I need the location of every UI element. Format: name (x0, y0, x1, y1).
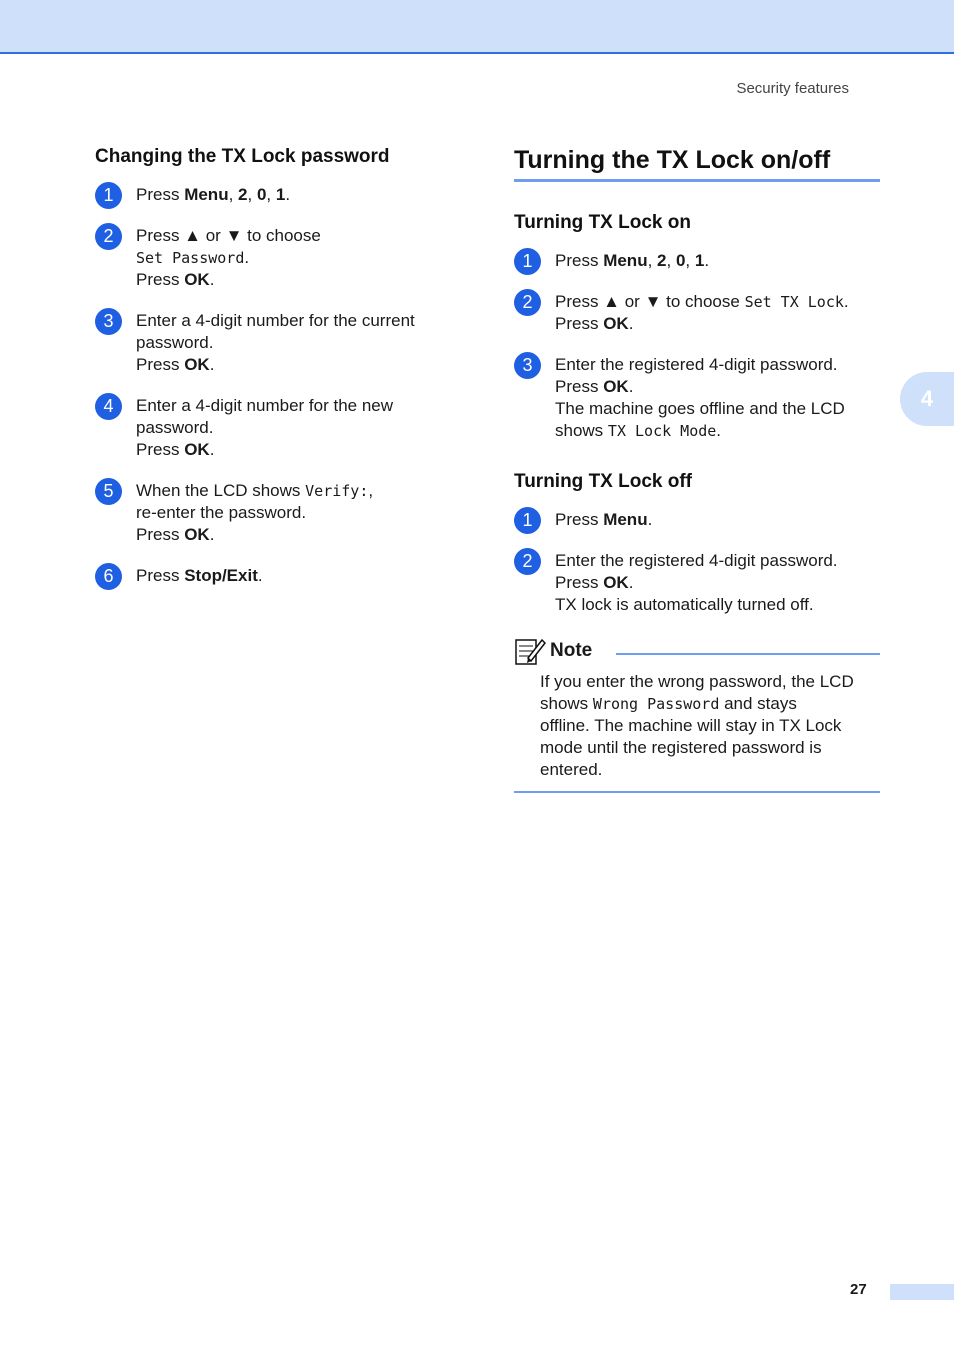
left-column (95, 146, 465, 606)
running-header: Security features (736, 80, 849, 97)
step-text: , (247, 185, 257, 204)
step-text: Press ▲ or ▼ to choose (555, 292, 745, 311)
step-text: TX lock is automatically turned off. (555, 595, 814, 614)
step-text: . (209, 355, 215, 374)
step-text: Press (136, 440, 185, 459)
key-name: OK (603, 314, 629, 333)
note-text: and stays (719, 694, 797, 713)
step-3 (514, 354, 880, 442)
step-text: The machine goes offline and the LCD (555, 399, 845, 418)
step-text: , (266, 185, 276, 204)
key-name: Stop/Exit (184, 566, 258, 585)
section-heading: Turning TX Lock off (514, 471, 693, 492)
key-name: 0 (256, 185, 267, 204)
lcd-text: Set Password (136, 249, 245, 267)
step-3 (95, 310, 465, 376)
note-body (514, 671, 880, 793)
step-text: . (209, 440, 215, 459)
step-2 (95, 225, 465, 291)
note-title: Note (550, 640, 593, 661)
key-name: OK (603, 377, 629, 396)
step-text: . (209, 525, 215, 544)
step-text: . (244, 248, 250, 267)
note-box (514, 635, 880, 793)
step-text: shows (555, 421, 608, 440)
note-text: mode until the registered password is (540, 738, 822, 757)
step-text: Press (136, 185, 185, 204)
step-number-badge: 5 (95, 478, 122, 505)
lcd-text: TX Lock Mode (607, 422, 717, 440)
step-text: Press (136, 525, 185, 544)
top-color-band (0, 0, 954, 54)
footer-color-band (890, 1284, 954, 1300)
key-name: 1 (275, 185, 286, 204)
step-text: . (257, 566, 263, 585)
key-name: 1 (694, 251, 705, 270)
step-number-badge: 2 (514, 289, 541, 316)
step-text: Press (555, 314, 604, 333)
note-text: offline. The machine will stay in TX Lock (540, 716, 842, 735)
step-text: . (209, 270, 215, 289)
step-number-badge: 1 (514, 507, 541, 534)
step-text: . (628, 377, 634, 396)
step-text: , (368, 481, 374, 500)
note-text: If you enter the wrong password, the LCD (540, 672, 854, 691)
step-text: Enter a 4-digit number for the current (136, 311, 415, 330)
step-6 (95, 565, 465, 587)
page-title: Turning the TX Lock on/off (514, 146, 880, 182)
key-name: Menu (603, 510, 648, 529)
step-number-badge: 3 (514, 352, 541, 379)
step-text: Press ▲ or ▼ to choose (136, 226, 321, 245)
step-1 (95, 184, 465, 206)
step-number-badge: 4 (95, 393, 122, 420)
step-text: Press (555, 510, 604, 529)
key-name: OK (184, 355, 210, 374)
step-text: re-enter the password. (136, 503, 307, 522)
lcd-text: Verify: (305, 482, 369, 500)
note-text: entered. (540, 760, 603, 779)
step-text: . (285, 185, 291, 204)
key-name: OK (184, 525, 210, 544)
key-name: 0 (675, 251, 686, 270)
step-text: Press (136, 270, 185, 289)
lcd-text: Wrong Password (592, 695, 720, 713)
step-2 (514, 291, 880, 335)
step-4 (95, 395, 465, 461)
step-number-badge: 2 (514, 548, 541, 575)
step-text: , (228, 185, 239, 204)
page-number: 27 (850, 1281, 867, 1298)
step-text: Press (555, 251, 604, 270)
step-2 (514, 550, 880, 616)
step-number-badge: 3 (95, 308, 122, 335)
step-text: . (843, 292, 849, 311)
step-text: , (685, 251, 695, 270)
step-text: Press (136, 566, 185, 585)
step-text: . (704, 251, 710, 270)
key-name: 2 (238, 185, 248, 204)
key-name: Menu (184, 185, 229, 204)
step-text: Press (555, 377, 604, 396)
step-text: password. (136, 418, 214, 437)
step-text: Enter the registered 4-digit password. (555, 355, 838, 374)
note-rule (616, 653, 880, 655)
section-heading: Turning TX Lock on (514, 212, 691, 233)
step-text: . (628, 314, 634, 333)
step-number-badge: 1 (514, 248, 541, 275)
chapter-tab: 4 (900, 372, 954, 426)
step-1 (514, 509, 880, 531)
step-text: password. (136, 333, 214, 352)
step-text: . (716, 421, 722, 440)
step-text: Press (136, 355, 185, 374)
step-text: Press (555, 573, 604, 592)
step-text: When the LCD shows (136, 481, 306, 500)
step-1 (514, 250, 880, 272)
step-text: . (647, 510, 653, 529)
key-name: OK (184, 440, 210, 459)
key-name: 2 (657, 251, 667, 270)
step-number-badge: 1 (95, 182, 122, 209)
step-text: Enter the registered 4-digit password. (555, 551, 838, 570)
right-column (514, 146, 880, 793)
step-number-badge: 6 (95, 563, 122, 590)
step-text: Enter a 4-digit number for the new (136, 396, 394, 415)
step-text: , (647, 251, 658, 270)
section-heading: Changing the TX Lock password (95, 146, 390, 167)
key-name: Menu (603, 251, 648, 270)
note-pencil-icon (514, 636, 546, 666)
lcd-text: Set TX Lock (744, 293, 844, 311)
key-name: OK (603, 573, 629, 592)
note-text: shows (540, 694, 593, 713)
key-name: OK (184, 270, 210, 289)
step-5 (95, 480, 465, 546)
step-text: . (628, 573, 634, 592)
step-text: , (666, 251, 676, 270)
step-number-badge: 2 (95, 223, 122, 250)
